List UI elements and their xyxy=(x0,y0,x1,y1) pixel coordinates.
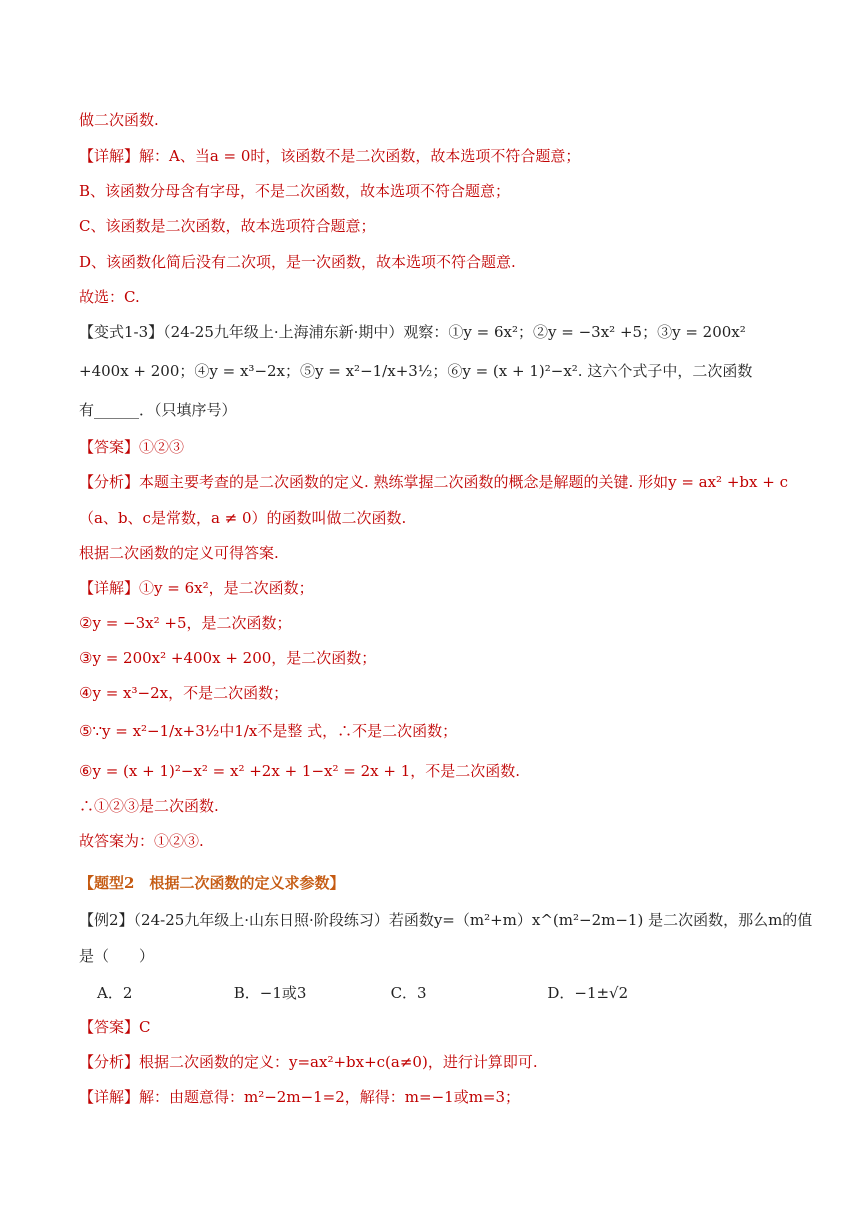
text-line: （a、b、c是常数，a ≠ 0）的函数叫做二次函数. xyxy=(79,509,407,527)
option-b: B．−1或3 xyxy=(233,984,307,1002)
text-line: ②y = −3x² +5，是二次函数； xyxy=(79,614,292,632)
text-line: 做二次函数. xyxy=(79,111,159,129)
text-line: 故选：C. xyxy=(79,288,140,306)
detail-text: 【详解】解：由题意得：m²−2m−1=2，解得：m=−1或m=3； xyxy=(79,1088,521,1106)
option-a: A．2 xyxy=(97,984,133,1002)
text-line: C、该函数是二次函数，故本选项符合题意； xyxy=(79,217,376,235)
answer-label: 【答案】①②③ xyxy=(79,438,185,456)
text-line: ④y = x³−2x，不是二次函数； xyxy=(79,684,289,702)
detail-text: 【详解】①y = 6x²，是二次函数； xyxy=(79,579,314,597)
text-line: 是（ ） xyxy=(79,947,155,965)
text-line: D、该函数化简后没有二次项，是一次函数，故本选项不符合题意. xyxy=(79,253,516,271)
text-line: +400x + 200；④y = x³−2x；⑤y = x²−1/x+3½；⑥y = (x + 1)²−x². 这六个式子中，二次函数 xyxy=(79,362,753,380)
analysis-text: 【分析】本题主要考查的是二次函数的定义. 熟练掌握二次函数的概念是解题的关键. 形如y = ax² +bx + c xyxy=(79,473,788,491)
text-line: ③y = 200x² +400x + 200，是二次函数； xyxy=(79,649,377,667)
text-line: 有______．（只填序号） xyxy=(79,401,237,419)
option-d: D．−1±√2 xyxy=(547,984,629,1002)
options-row xyxy=(97,982,628,1004)
section-heading: 【题型2 根据二次函数的定义求参数】 xyxy=(79,874,345,892)
option-c: C．3 xyxy=(390,984,427,1002)
text-line: 根据二次函数的定义可得答案. xyxy=(79,544,279,562)
text-line: 故答案为：①②③. xyxy=(79,832,204,850)
question-example-2: 【例2】（24-25九年级上·山东日照·阶段练习）若函数y=（m²+m）x^(m²−2m−1) 是二次函数，那么m的值 xyxy=(79,911,813,929)
analysis-text: 【分析】根据二次函数的定义：y=ax²+bx+c(a≠0)，进行计算即可. xyxy=(79,1053,538,1071)
text-line: B、该函数分母含有字母，不是二次函数，故本选项不符合题意； xyxy=(79,182,511,200)
text-line: ⑤∵y = x²−1/x+3½中1/x不是整 式，∴不是二次函数； xyxy=(79,722,458,740)
text-line: ∴①②③是二次函数. xyxy=(79,797,219,815)
text-line: ⑥y = (x + 1)²−x² = x² +2x + 1−x² = 2x + 1，不是二次函数. xyxy=(79,762,521,780)
question-variant-1-3: 【变式1-3】（24-25九年级上·上海浦东新·期中）观察：①y = 6x²；②y = −3x² +5；③y = 200x² xyxy=(79,323,746,341)
text-line: 【详解】解：A、当a = 0时，该函数不是二次函数，故本选项不符合题意； xyxy=(79,147,581,165)
answer-label: 【答案】C xyxy=(79,1018,151,1036)
